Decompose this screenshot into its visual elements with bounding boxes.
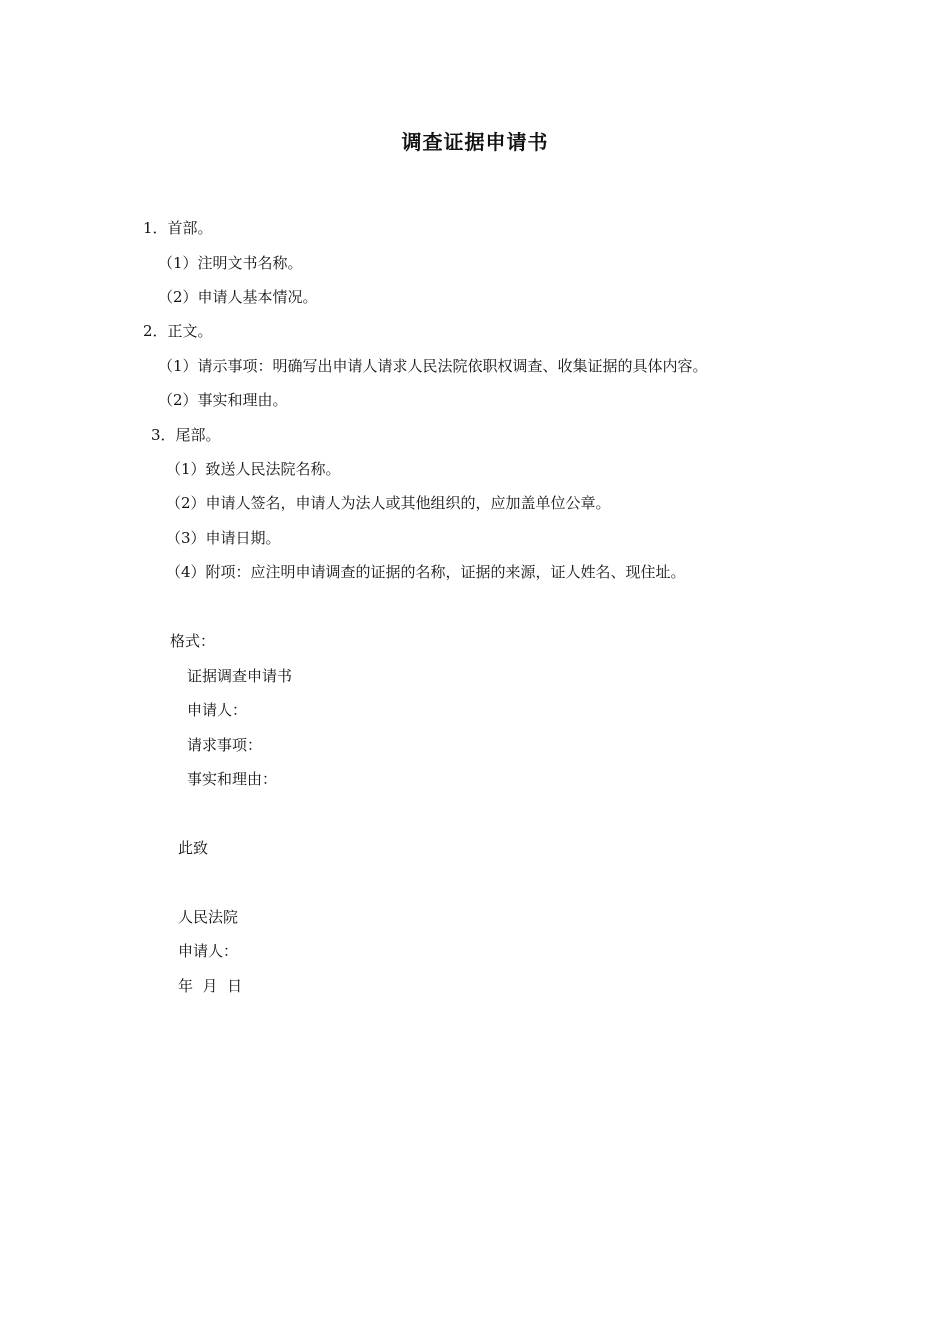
format-date: 年 月 日 (178, 977, 243, 995)
section-2-heading: 2．正文。 (143, 322, 213, 340)
document-title: 调查证据申请书 (401, 130, 549, 154)
section-3-heading: 3．尾部。 (151, 426, 221, 444)
section-2-item-2: （2）事实和理由。 (158, 391, 288, 409)
section-3-item-1: （1）致送人民法院名称。 (166, 460, 341, 478)
format-label: 格式： (170, 632, 216, 650)
section-2-item-1: （1）请示事项：明确写出申请人请求人民法院依职权调查、收集证据的具体内容。 (158, 357, 708, 375)
format-line-title: 证据调查申请书 (187, 667, 293, 685)
format-closing: 此致 (178, 839, 209, 857)
section-1-item-1: （1）注明文书名称。 (158, 254, 303, 272)
format-applicant-signature: 申请人： (178, 942, 239, 960)
format-line-request: 请求事项： (187, 736, 263, 754)
format-line-applicant: 申请人： (187, 701, 248, 719)
section-3-item-3: （3）申请日期。 (166, 529, 281, 547)
section-3-item-2: （2）申请人签名，申请人为法人或其他组织的，应加盖单位公章。 (166, 494, 611, 512)
section-1-heading: 1．首部。 (143, 219, 213, 237)
section-1-item-2: （2）申请人基本情况。 (158, 288, 318, 306)
section-3-item-4: （4）附项：应注明申请调查的证据的名称，证据的来源，证人姓名、现住址。 (166, 563, 686, 581)
format-line-facts: 事实和理由： (187, 770, 278, 788)
format-court: 人民法院 (178, 908, 239, 926)
